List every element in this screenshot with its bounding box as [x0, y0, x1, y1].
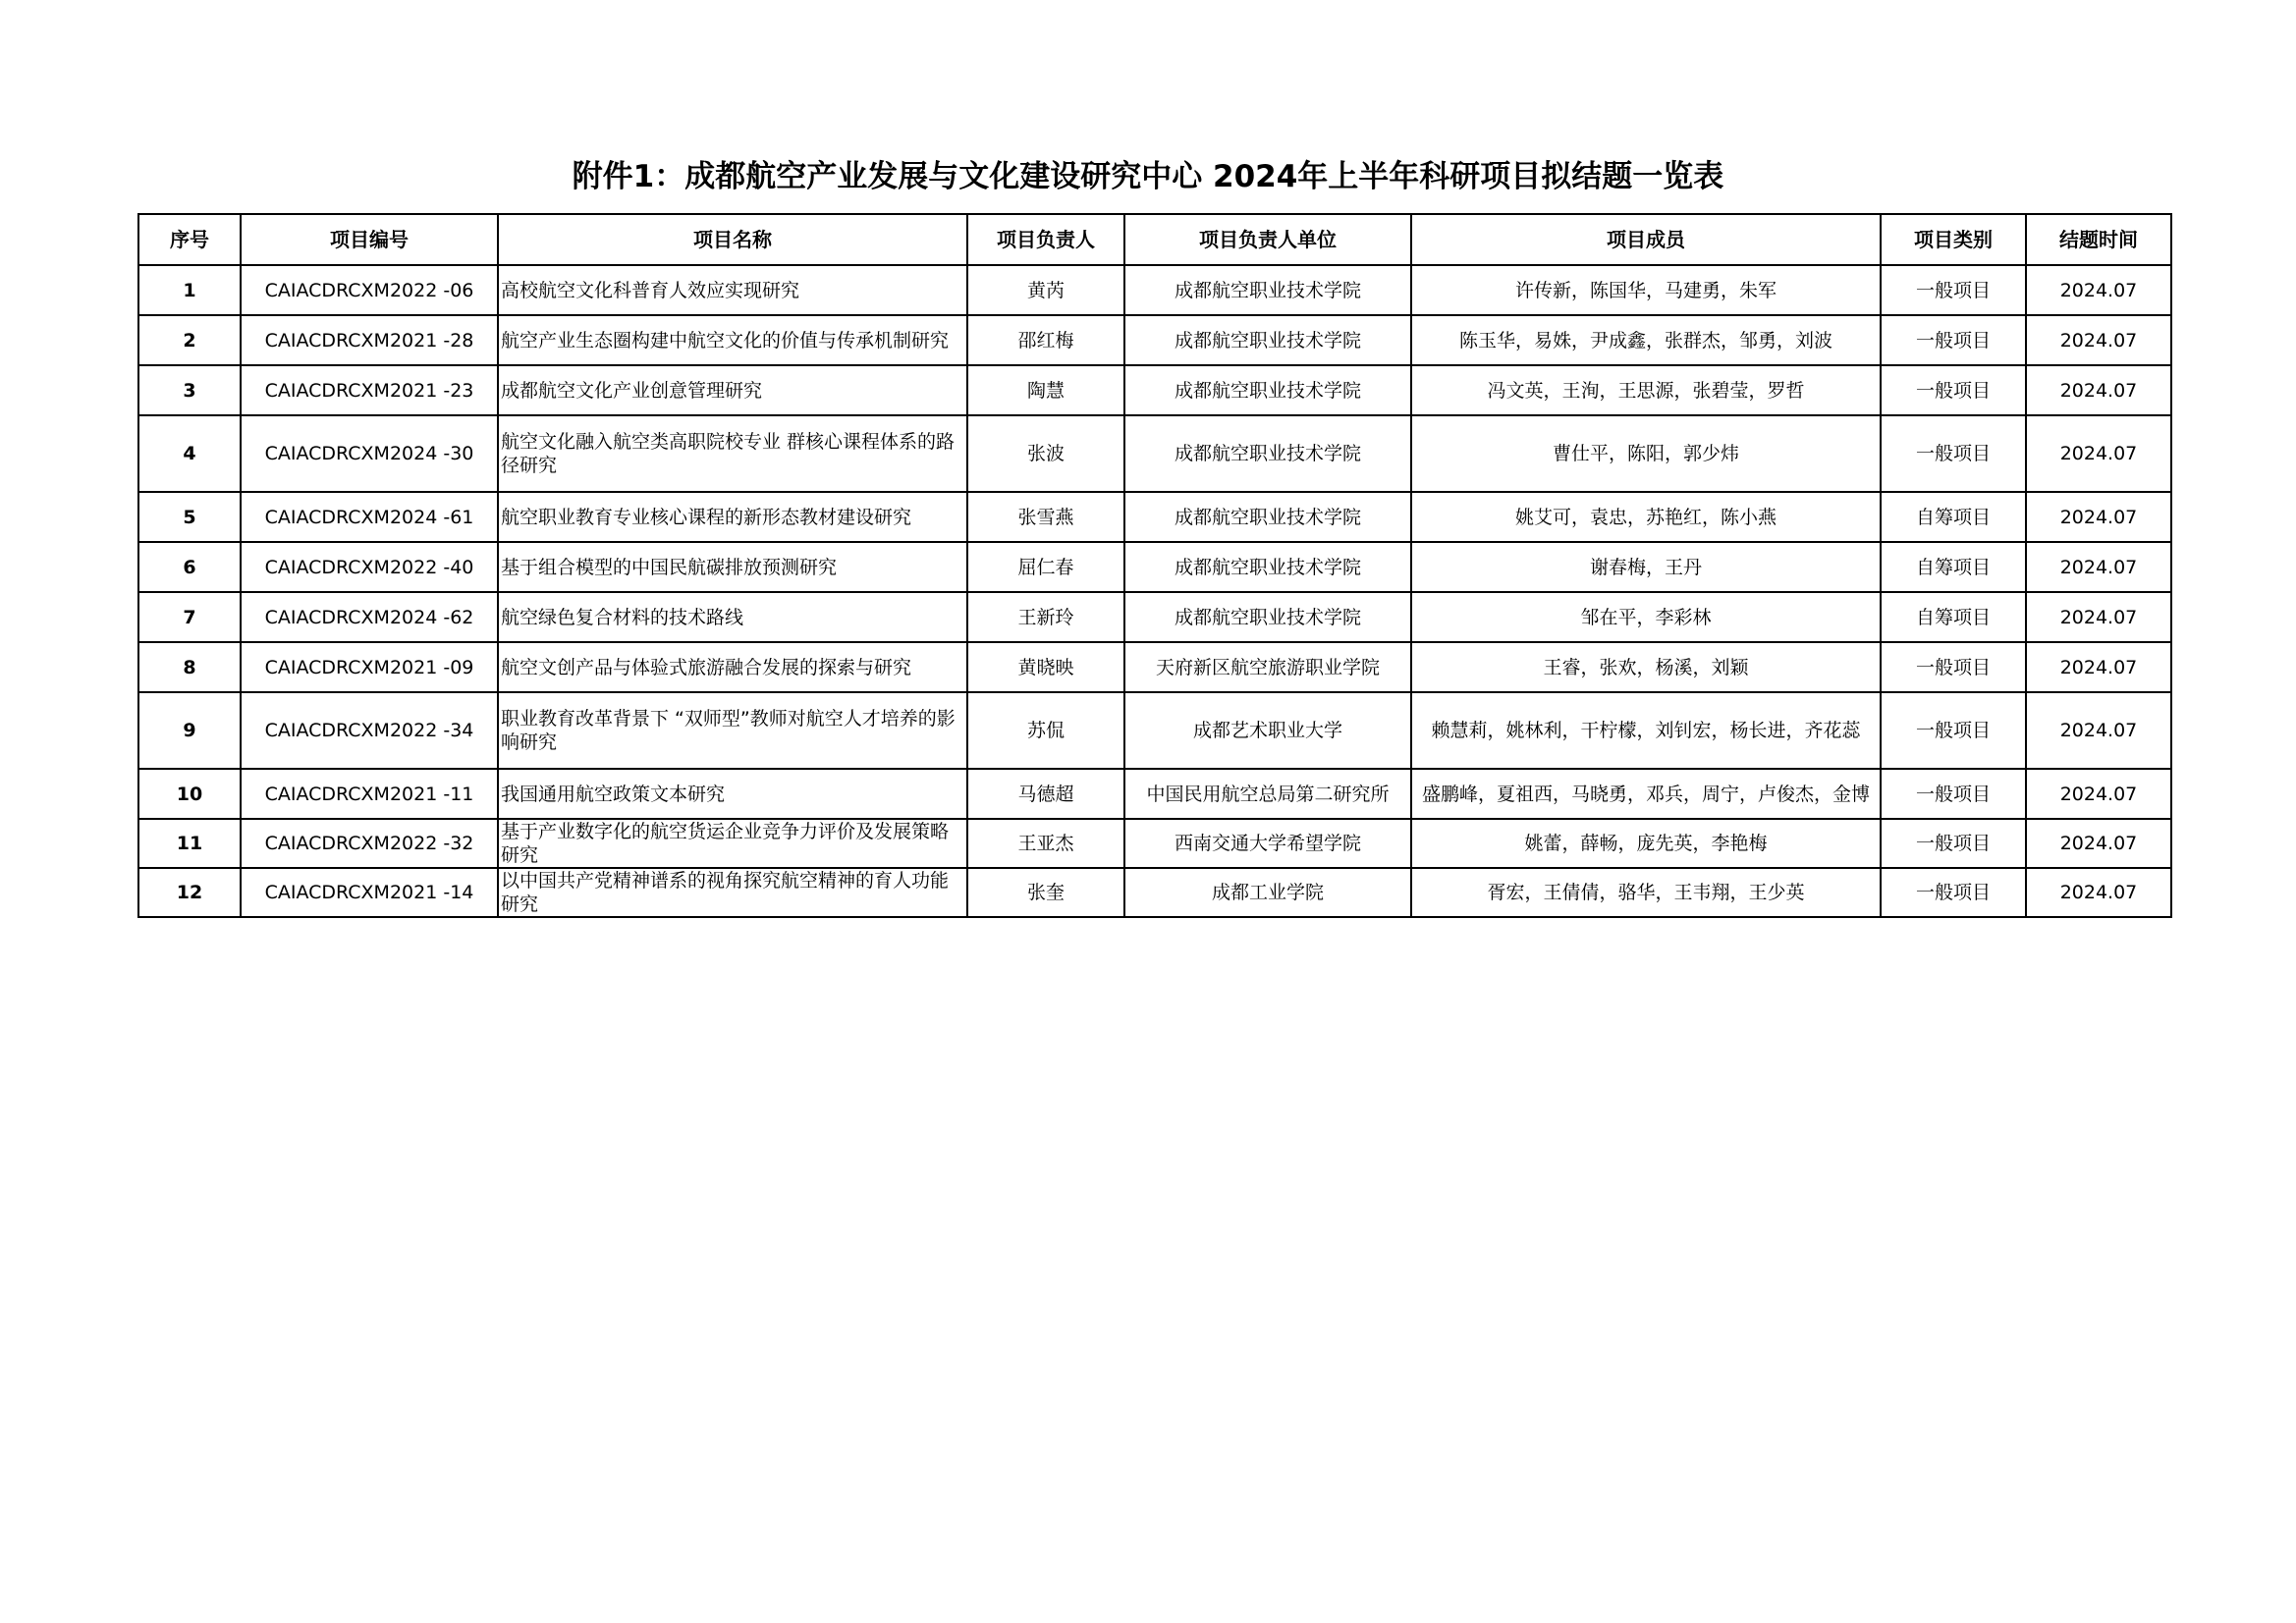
- cell-code: CAIACDRCXM2024 -62: [241, 592, 498, 642]
- cell-index: 7: [138, 592, 241, 642]
- cell-code: CAIACDRCXM2022 -34: [241, 692, 498, 769]
- cell-members: 王睿，张欢，杨溪，刘颖: [1411, 642, 1881, 692]
- cell-members: 姚艾可，袁忠，苏艳红，陈小燕: [1411, 492, 1881, 542]
- cell-unit: 成都航空职业技术学院: [1124, 492, 1411, 542]
- cell-name: 高校航空文化科普育人效应实现研究: [498, 265, 967, 315]
- cell-index: 11: [138, 819, 241, 868]
- cell-code: CAIACDRCXM2021 -14: [241, 868, 498, 917]
- cell-index: 12: [138, 868, 241, 917]
- cell-unit: 成都航空职业技术学院: [1124, 265, 1411, 315]
- cell-leader: 黄晓映: [967, 642, 1124, 692]
- cell-members: 曹仕平，陈阳，郭少炜: [1411, 415, 1881, 492]
- cell-unit: 西南交通大学希望学院: [1124, 819, 1411, 868]
- cell-leader: 王亚杰: [967, 819, 1124, 868]
- cell-category: 一般项目: [1881, 868, 2026, 917]
- cell-leader: 苏侃: [967, 692, 1124, 769]
- cell-name: 以中国共产党精神谱系的视角探究航空精神的育人功能研究: [498, 868, 967, 917]
- cell-unit: 成都航空职业技术学院: [1124, 592, 1411, 642]
- cell-category: 一般项目: [1881, 415, 2026, 492]
- table-row: [138, 415, 2171, 492]
- header-code: 项目编号: [241, 214, 498, 265]
- cell-index: 3: [138, 365, 241, 415]
- cell-unit: 成都航空职业技术学院: [1124, 315, 1411, 365]
- header-category: 项目类别: [1881, 214, 2026, 265]
- table-row: [138, 365, 2171, 415]
- cell-end-time: 2024.07: [2026, 592, 2171, 642]
- table-row: [138, 592, 2171, 642]
- cell-category: 一般项目: [1881, 365, 2026, 415]
- cell-category: 一般项目: [1881, 315, 2026, 365]
- header-members: 项目成员: [1411, 214, 1881, 265]
- cell-end-time: 2024.07: [2026, 542, 2171, 592]
- cell-index: 2: [138, 315, 241, 365]
- cell-end-time: 2024.07: [2026, 819, 2171, 868]
- cell-end-time: 2024.07: [2026, 769, 2171, 819]
- cell-name: 航空文创产品与体验式旅游融合发展的探索与研究: [498, 642, 967, 692]
- cell-name: 基于产业数字化的航空货运企业竞争力评价及发展策略研究: [498, 819, 967, 868]
- page-title: 附件1：成都航空产业发展与文化建设研究中心 2024年上半年科研项目拟结题一览表: [572, 159, 1724, 194]
- cell-code: CAIACDRCXM2021 -09: [241, 642, 498, 692]
- project-table: [137, 213, 2172, 918]
- cell-leader: 马德超: [967, 769, 1124, 819]
- cell-end-time: 2024.07: [2026, 642, 2171, 692]
- header-row: [138, 214, 2171, 265]
- cell-category: 一般项目: [1881, 769, 2026, 819]
- table-row: [138, 315, 2171, 365]
- cell-end-time: 2024.07: [2026, 365, 2171, 415]
- cell-unit: 中国民用航空总局第二研究所: [1124, 769, 1411, 819]
- cell-category: 一般项目: [1881, 692, 2026, 769]
- cell-code: CAIACDRCXM2021 -11: [241, 769, 498, 819]
- cell-index: 6: [138, 542, 241, 592]
- cell-end-time: 2024.07: [2026, 265, 2171, 315]
- cell-code: CAIACDRCXM2024 -30: [241, 415, 498, 492]
- cell-members: 赖慧莉，姚林利，干柠檬，刘钊宏，杨长进，齐花蕊: [1411, 692, 1881, 769]
- cell-code: CAIACDRCXM2021 -23: [241, 365, 498, 415]
- cell-leader: 王新玲: [967, 592, 1124, 642]
- cell-category: 自筹项目: [1881, 542, 2026, 592]
- cell-category: 自筹项目: [1881, 592, 2026, 642]
- cell-unit: 天府新区航空旅游职业学院: [1124, 642, 1411, 692]
- cell-name: 航空职业教育专业核心课程的新形态教材建设研究: [498, 492, 967, 542]
- cell-members: 邹在平，李彩林: [1411, 592, 1881, 642]
- cell-name: 航空产业生态圈构建中航空文化的价值与传承机制研究: [498, 315, 967, 365]
- cell-code: CAIACDRCXM2022 -32: [241, 819, 498, 868]
- cell-leader: 陶慧: [967, 365, 1124, 415]
- cell-members: 冯文英，王洵，王思源，张碧莹，罗哲: [1411, 365, 1881, 415]
- cell-category: 一般项目: [1881, 642, 2026, 692]
- cell-category: 一般项目: [1881, 265, 2026, 315]
- cell-unit: 成都航空职业技术学院: [1124, 365, 1411, 415]
- header-leader: 项目负责人: [967, 214, 1124, 265]
- cell-end-time: 2024.07: [2026, 868, 2171, 917]
- cell-end-time: 2024.07: [2026, 492, 2171, 542]
- cell-leader: 张雪燕: [967, 492, 1124, 542]
- cell-members: 谢春梅，王丹: [1411, 542, 1881, 592]
- table-row: [138, 492, 2171, 542]
- header-name: 项目名称: [498, 214, 967, 265]
- cell-name: 我国通用航空政策文本研究: [498, 769, 967, 819]
- cell-members: 陈玉华，易姝，尹成鑫，张群杰，邹勇，刘波: [1411, 315, 1881, 365]
- cell-members: 许传新，陈国华，马建勇，朱军: [1411, 265, 1881, 315]
- cell-end-time: 2024.07: [2026, 315, 2171, 365]
- cell-index: 10: [138, 769, 241, 819]
- cell-name: 成都航空文化产业创意管理研究: [498, 365, 967, 415]
- cell-index: 8: [138, 642, 241, 692]
- table-row: [138, 868, 2171, 917]
- cell-unit: 成都艺术职业大学: [1124, 692, 1411, 769]
- cell-code: CAIACDRCXM2024 -61: [241, 492, 498, 542]
- table-row: [138, 542, 2171, 592]
- cell-category: 自筹项目: [1881, 492, 2026, 542]
- cell-code: CAIACDRCXM2022 -40: [241, 542, 498, 592]
- cell-name: 职业教育改革背景下 “双师型”教师对航空人才培养的影响研究: [498, 692, 967, 769]
- header-unit: 项目负责人单位: [1124, 214, 1411, 265]
- cell-category: 一般项目: [1881, 819, 2026, 868]
- cell-members: 姚蕾，薛畅，庞先英，李艳梅: [1411, 819, 1881, 868]
- cell-end-time: 2024.07: [2026, 415, 2171, 492]
- cell-leader: 黄芮: [967, 265, 1124, 315]
- cell-name: 基于组合模型的中国民航碳排放预测研究: [498, 542, 967, 592]
- cell-index: 9: [138, 692, 241, 769]
- cell-leader: 张奎: [967, 868, 1124, 917]
- cell-leader: 张波: [967, 415, 1124, 492]
- cell-members: 盛鹏峰，夏祖西，马晓勇，邓兵，周宁，卢俊杰，金博: [1411, 769, 1881, 819]
- header-index: 序号: [138, 214, 241, 265]
- cell-members: 胥宏，王倩倩，骆华，王韦翔，王少英: [1411, 868, 1881, 917]
- table-row: [138, 769, 2171, 819]
- cell-unit: 成都航空职业技术学院: [1124, 542, 1411, 592]
- cell-leader: 邵红梅: [967, 315, 1124, 365]
- cell-name: 航空文化融入航空类高职院校专业 群核心课程体系的路径研究: [498, 415, 967, 492]
- cell-code: CAIACDRCXM2021 -28: [241, 315, 498, 365]
- cell-index: 5: [138, 492, 241, 542]
- cell-index: 1: [138, 265, 241, 315]
- header-end-time: 结题时间: [2026, 214, 2171, 265]
- cell-index: 4: [138, 415, 241, 492]
- cell-leader: 屈仁春: [967, 542, 1124, 592]
- table-row: [138, 819, 2171, 868]
- table-row: [138, 692, 2171, 769]
- table-row: [138, 265, 2171, 315]
- cell-unit: 成都工业学院: [1124, 868, 1411, 917]
- cell-end-time: 2024.07: [2026, 692, 2171, 769]
- cell-name: 航空绿色复合材料的技术路线: [498, 592, 967, 642]
- cell-code: CAIACDRCXM2022 -06: [241, 265, 498, 315]
- cell-unit: 成都航空职业技术学院: [1124, 415, 1411, 492]
- table-row: [138, 642, 2171, 692]
